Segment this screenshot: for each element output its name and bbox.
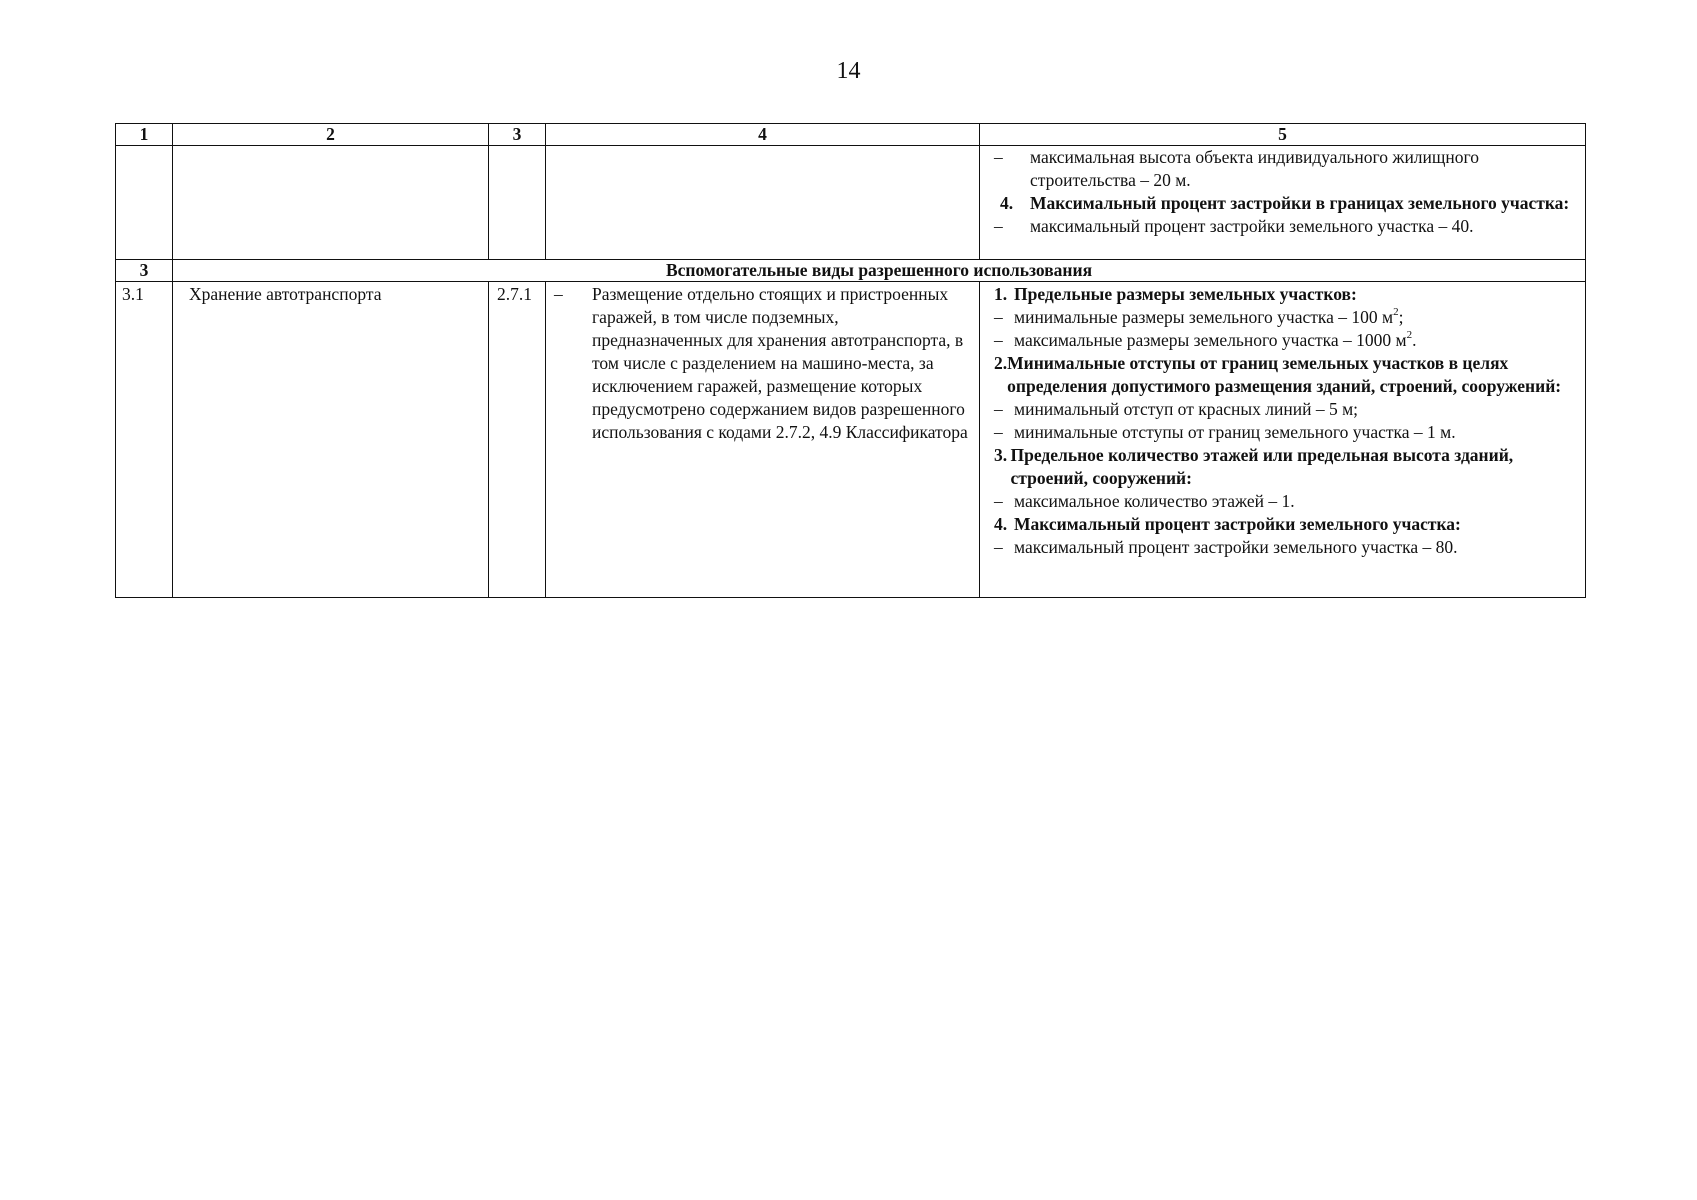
item-number: 3. xyxy=(994,445,1008,465)
dash-marker: – xyxy=(994,537,1003,557)
item-text: максимальное количество этажей – 1. xyxy=(1014,491,1295,511)
list-item xyxy=(986,306,1579,329)
item-text: минимальные отступы от границ земельного участка – 1 м. xyxy=(1014,422,1456,442)
numbered-heading xyxy=(986,444,1579,490)
item-text: максимальный процент застройки земельного участка – 40. xyxy=(1030,216,1474,236)
header-col-1: 1 xyxy=(116,124,173,146)
header-col-5: 5 xyxy=(980,124,1586,146)
list-item xyxy=(986,398,1579,421)
dash-marker: – xyxy=(994,491,1003,511)
land-use-table xyxy=(115,123,1586,598)
item-number: 4. xyxy=(994,514,1008,534)
use-code: 2.7.1 xyxy=(489,282,546,598)
list-item xyxy=(986,536,1579,559)
continued-row xyxy=(116,146,1586,260)
header-col-2: 2 xyxy=(173,124,489,146)
page-number: 14 xyxy=(836,58,861,84)
dash-marker: – xyxy=(994,216,1003,236)
item-text: минимальный отступ от красных линий – 5 м; xyxy=(1014,399,1359,419)
use-name: Хранение автотранспорта xyxy=(173,282,489,598)
list-item xyxy=(986,329,1579,352)
item-text: Предельное количество этажей или предельная высота зданий, строений, сооружений: xyxy=(1010,445,1514,488)
item-text: максимальная высота объекта индивидуального жилищного строительства – 20 м. xyxy=(1030,147,1479,190)
dash-marker: – xyxy=(994,399,1003,419)
dash-marker: – xyxy=(994,422,1003,442)
item-text: максимальный процент застройки земельного участка – 80. xyxy=(1014,537,1458,557)
numbered-heading xyxy=(986,283,1579,306)
continued-cell-3 xyxy=(489,146,546,260)
continued-params-list xyxy=(986,146,1579,238)
item-text: максимальные размеры земельного участка – 1000 $м^2$. xyxy=(1014,329,1417,350)
item-number: 2. xyxy=(994,353,1008,373)
superscript: 2 xyxy=(1393,306,1399,319)
item-number: 1. xyxy=(994,284,1008,304)
superscript: 2 xyxy=(1406,329,1413,342)
params-list xyxy=(986,283,1579,559)
section-number: 3 xyxy=(116,260,173,282)
continued-cell-1 xyxy=(116,146,173,260)
header-col-3: 3 xyxy=(489,124,546,146)
use-description xyxy=(550,283,973,444)
dash-marker: – xyxy=(994,307,1003,327)
section-title: Вспомогательные виды разрешенного использования xyxy=(173,260,1586,282)
params-cell xyxy=(980,282,1586,598)
section-row xyxy=(116,260,1586,282)
continued-cell-2 xyxy=(173,146,489,260)
numbered-heading xyxy=(986,192,1579,215)
list-item xyxy=(986,146,1579,192)
list-item xyxy=(986,215,1579,238)
item-text: минимальные размеры земельного участка – 100 $м^2$; xyxy=(1014,306,1404,327)
header-row xyxy=(116,124,1586,146)
dash-marker: – xyxy=(994,147,1003,167)
dash-marker: – xyxy=(994,330,1003,350)
use-description-text: Размещение отдельно стоящих и пристроенных гаражей, в том числе подземных, предназначенных для хранения автотранспорта, в том числе с разделением на машино-места, за исключением гаражей, размещение которых предусмотрено содержанием видов разрешенного использования с кодами 2.7.2, 4.9 Классификатора xyxy=(592,284,968,442)
numbered-heading xyxy=(986,513,1579,536)
item-text: Максимальный процент застройки в границах земельного участка: xyxy=(1030,193,1570,213)
row-number: 3.1 xyxy=(116,282,173,598)
continued-params-cell xyxy=(980,146,1586,260)
list-item xyxy=(986,421,1579,444)
continued-cell-4 xyxy=(546,146,980,260)
numbered-heading xyxy=(986,352,1579,398)
item-text: Минимальные отступы от границ земельных участков в целях определения допустимого размещения зданий, строений, сооружений: xyxy=(1007,353,1562,396)
list-item xyxy=(986,490,1579,513)
item-number: 4. xyxy=(1000,193,1014,213)
dash-marker: – xyxy=(554,284,563,304)
item-text: Максимальный процент застройки земельного участка: xyxy=(1014,514,1461,534)
item-text: Предельные размеры земельных участков: xyxy=(1014,284,1357,304)
header-col-4: 4 xyxy=(546,124,980,146)
table-row xyxy=(116,282,1586,598)
